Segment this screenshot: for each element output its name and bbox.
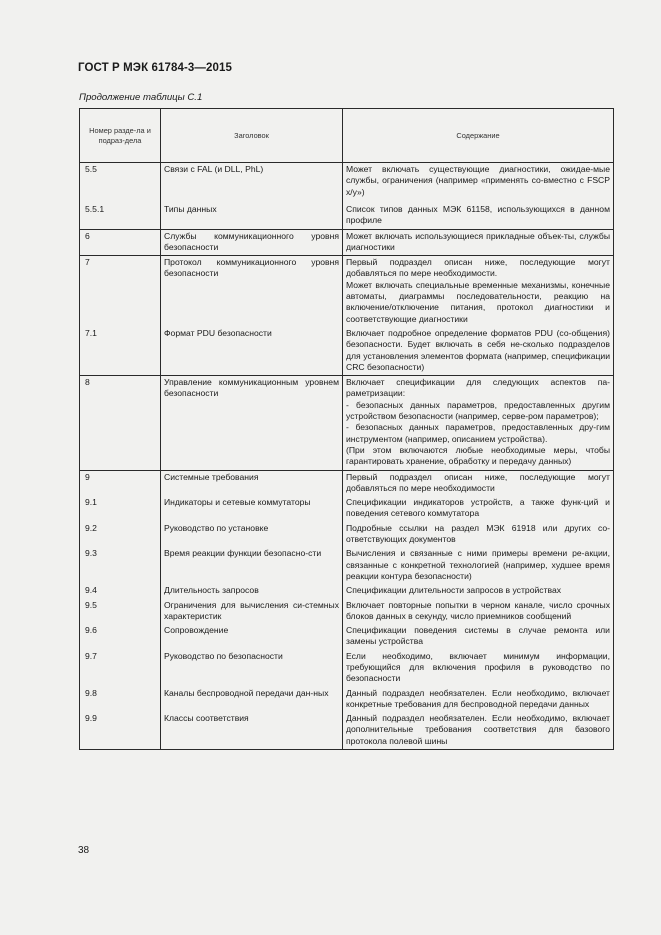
section-title: Индикаторы и сетевые коммутаторы — [161, 496, 343, 522]
table-row — [80, 376, 614, 470]
section-content: Подробные ссылки на раздел МЭК 61918 или других со-ответствующих документов — [343, 522, 614, 548]
section-number: 9.5 — [80, 599, 161, 625]
table-row — [80, 470, 614, 496]
section-number: 7.1 — [80, 327, 161, 376]
section-title: Руководство по установке — [161, 522, 343, 548]
section-content: Спецификации индикаторов устройств, а также функ-ций и поведения сетевого коммутатора — [343, 496, 614, 522]
section-number: 9.1 — [80, 496, 161, 522]
table-row — [80, 650, 614, 687]
section-number: 9.7 — [80, 650, 161, 687]
section-number: 9 — [80, 470, 161, 496]
section-content: Спецификации поведения системы в случае ремонта или замены устройства — [343, 624, 614, 650]
section-title: Сопровождение — [161, 624, 343, 650]
section-content: Первый подраздел описан ниже, последующие могут добавляться по мере необходимости. Может включать специальные временные механизмы, конечные автоматы, диаграммы последовательности, реакцию на включение/отключение питания, протокол диагностики и соответствующие диагностики — [343, 256, 614, 327]
section-number: 9.9 — [80, 712, 161, 749]
section-number: 6 — [80, 229, 161, 256]
section-content: Включает повторные попытки в черном канале, число срочных блоков данных в секунду, число приемников сообщений — [343, 599, 614, 625]
table-row — [80, 599, 614, 625]
document-header: ГОСТ Р МЭК 61784-3—2015 — [78, 62, 232, 74]
table-row — [80, 624, 614, 650]
table-row — [80, 229, 614, 256]
table-header-row — [80, 109, 614, 163]
section-title: Каналы беспроводной передачи дан-ных — [161, 687, 343, 713]
section-number: 5.5 — [80, 163, 161, 204]
section-content: Может включать существующие диагностики, ожидае-мые службы, ограничения (например «применять со-вместно с FSCP x/y») — [343, 163, 614, 204]
section-content: Первый подраздел описан ниже, последующие могут добавляться по мере необходимости — [343, 470, 614, 496]
section-title: Руководство по безопасности — [161, 650, 343, 687]
column-header-title: Заголовок — [161, 109, 343, 163]
section-title: Связи с FAL (и DLL, PhL) — [161, 163, 343, 204]
section-title: Длительность запросов — [161, 584, 343, 598]
table-caption: Продолжение таблицы С.1 — [79, 92, 203, 103]
section-number: 9.2 — [80, 522, 161, 548]
table-row — [80, 203, 614, 229]
section-content: Спецификации длительности запросов в устройствах — [343, 584, 614, 598]
section-title: Управление коммуникационным уровнем безопасности — [161, 376, 343, 470]
page-number: 38 — [78, 845, 90, 856]
section-title: Время реакции функции безопасно-сти — [161, 547, 343, 584]
section-title: Классы соответствия — [161, 712, 343, 749]
table-row — [80, 584, 614, 598]
table-row — [80, 547, 614, 584]
section-number: 9.6 — [80, 624, 161, 650]
section-title: Типы данных — [161, 203, 343, 229]
section-content: Данный подраздел необязателен. Если необходимо, включает дополнительные требования соответствия для базового протокола полевой шины — [343, 712, 614, 749]
section-number: 9.4 — [80, 584, 161, 598]
section-title: Службы коммуникационного уровня безопасности — [161, 229, 343, 256]
section-title: Протокол коммуникационного уровня безопасности — [161, 256, 343, 327]
section-content: Может включать использующиеся прикладные объек-ты, службы диагностики — [343, 229, 614, 256]
table-row — [80, 712, 614, 749]
section-content: Если необходимо, включает минимум информации, требующийся для включения профиля в руководство по безопасности — [343, 650, 614, 687]
column-header-content: Содержание — [343, 109, 614, 163]
content-table — [79, 108, 614, 750]
section-title: Ограничения для вычисления си-стемных характеристик — [161, 599, 343, 625]
section-number: 8 — [80, 376, 161, 470]
table-row — [80, 522, 614, 548]
table-row — [80, 163, 614, 204]
section-content: Список типов данных МЭК 61158, использующихся в данном профиле — [343, 203, 614, 229]
section-title: Системные требования — [161, 470, 343, 496]
section-content: Включает спецификации для следующих аспектов па-раметризации: - безопасных данных параметров, предоставленных другим устройством безопасности (например, серве-ром параметров); - безопасных данных параметров, предоставленных дру-гим инструментом (например, описанием устройства). (При этом включаются любые необходимые меры, чтобы гарантировать хранение, обработку и передачу данных) — [343, 376, 614, 470]
section-number: 9.8 — [80, 687, 161, 713]
section-number: 9.3 — [80, 547, 161, 584]
table-row — [80, 256, 614, 327]
section-number: 5.5.1 — [80, 203, 161, 229]
table-row — [80, 327, 614, 376]
table-row — [80, 687, 614, 713]
table-row — [80, 496, 614, 522]
section-content: Включает подробное определение форматов PDU (со-общения) безопасности. Будет включать в себя не-сколько подразделов для установления элементов формата (например, спецификации CRC безопасности) — [343, 327, 614, 376]
section-content: Данный подраздел необязателен. Если необходимо, включает конкретные требования для беспроводной передачи данных — [343, 687, 614, 713]
section-number: 7 — [80, 256, 161, 327]
section-title: Формат PDU безопасности — [161, 327, 343, 376]
section-content: Вычисления и связанные с ними примеры времени ре-акции, связанные с конкретной технологией (например, худшее время реакции контура безопасности) — [343, 547, 614, 584]
column-header-number: Номер разде-ла и подраз-дела — [80, 109, 161, 163]
